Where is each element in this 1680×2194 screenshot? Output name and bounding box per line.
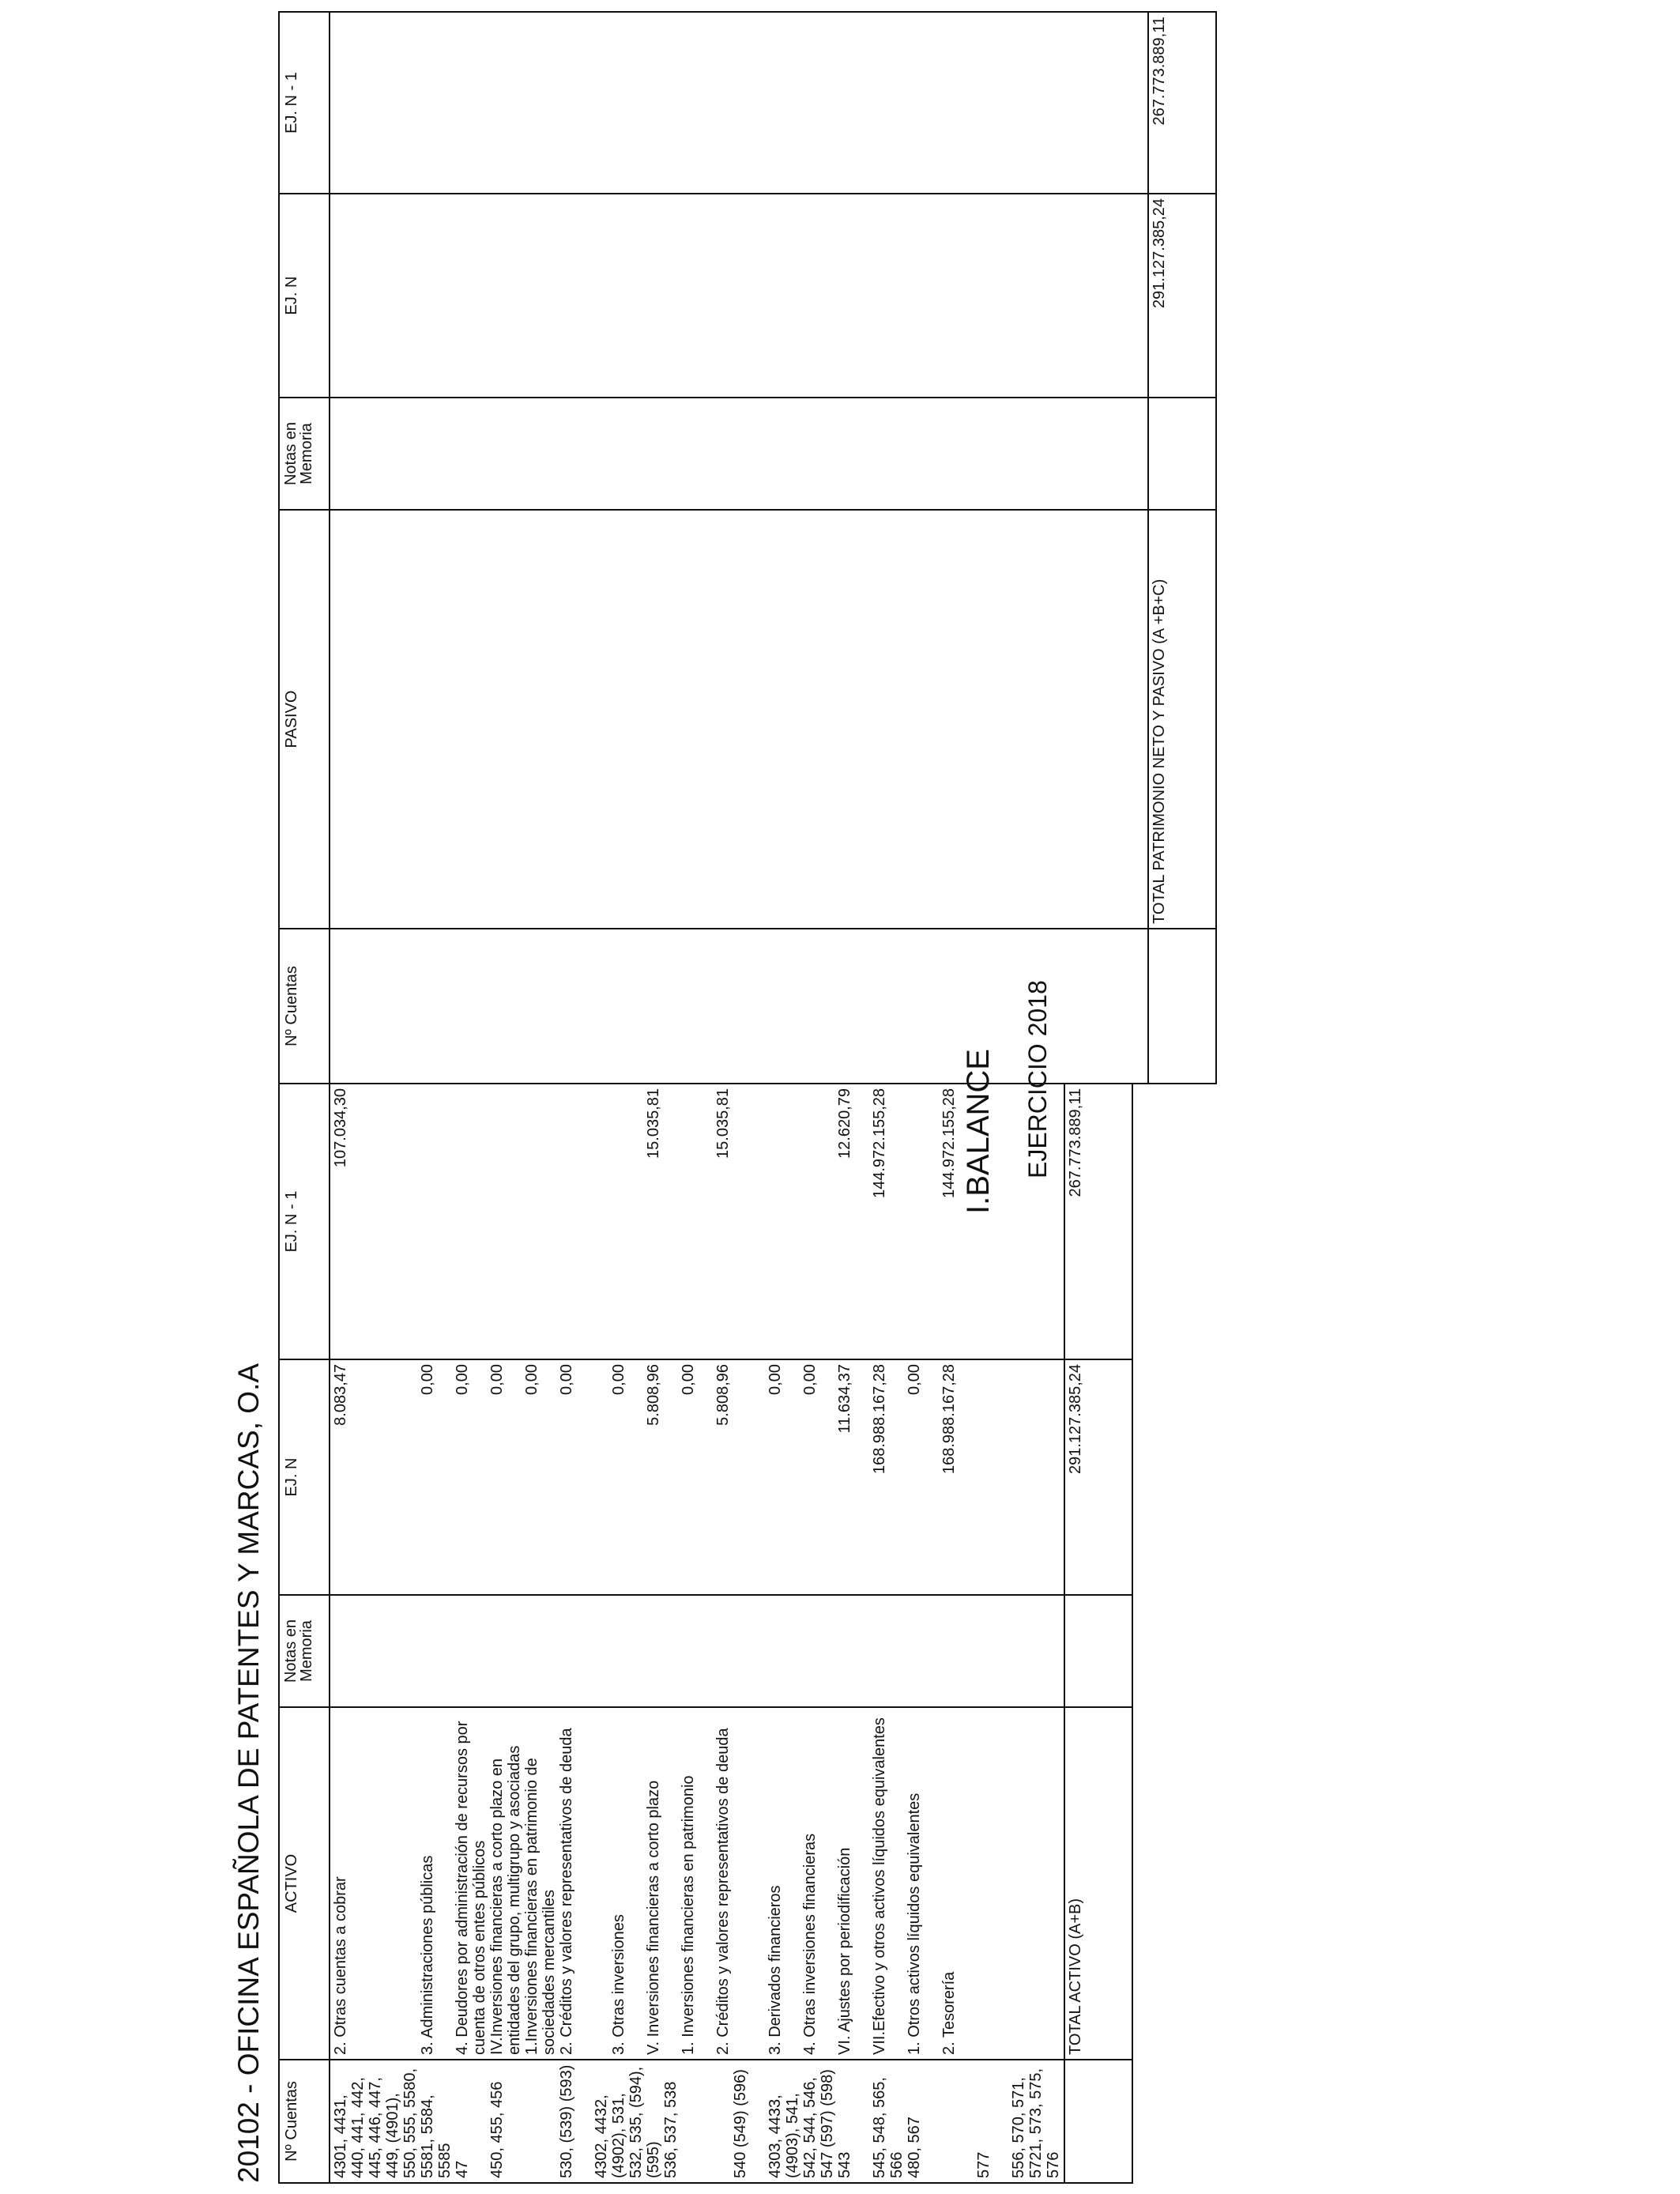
cuentas-cell	[940, 2064, 975, 2178]
cuentas-cell: 4301, 4431, 440, 441, 442, 445, 446, 447, 449, (4901), 550, 555, 5580, 5581, 5584, 5585	[332, 2068, 454, 2178]
ej-n1-cell: 107.034,30	[332, 1088, 349, 1168]
page-subtitle: EJERCICIO 2018	[1023, 980, 1052, 1178]
activo-cuentas-column	[330, 2060, 1064, 2183]
pasivo-ej-n1-column	[330, 12, 1148, 194]
cuentas-cell: 556, 570, 571, 5721, 573, 575, 576	[1010, 2068, 1062, 2178]
cuentas-cell: 4302, 4432, (4902), 531, 532, 535, (594), (595)	[593, 2066, 662, 2178]
ej-n1-cell	[558, 1088, 610, 1355]
ej-n-cell: 0,00	[801, 1364, 819, 1395]
cuentas-cell: 450, 455, 456	[488, 2081, 506, 2178]
cuentas-cell: 47	[454, 2160, 471, 2178]
ej-n1-cell	[610, 1088, 645, 1355]
cuentas-cell: 545, 548, 565, 566	[871, 2077, 906, 2178]
concepto-cell: 2. Créditos y valores representativos de deuda	[558, 1728, 575, 2055]
ej-n-cell: 0,00	[610, 1364, 627, 1395]
ej-n1-cell	[906, 1088, 940, 1355]
concepto-cell: 3. Administraciones públicas	[419, 1855, 436, 2055]
concepto-cell: VI. Ajustes por periodificación	[836, 1847, 853, 2055]
concepto-cell: IV.Inversiones financieras a corto plazo en entidades del grupo, multigrupo y asociadas	[488, 1745, 523, 2055]
ej-n1-cell	[523, 1088, 558, 1355]
pasivo-body	[330, 12, 1148, 1084]
concepto-cell: V. Inversiones financieras a corto plazo	[645, 1780, 662, 2055]
pasivo-header-row	[279, 12, 330, 1084]
pasivo-total-notas	[1148, 398, 1216, 510]
pasivo-header-ej-n1: EJ. N - 1	[279, 12, 330, 194]
activo-ej-n1-column	[330, 1084, 1064, 1359]
pasivo-total-label: TOTAL PATRIMONIO NETO Y PASIVO (A +B+C)	[1148, 510, 1216, 929]
pasivo-total-cuentas	[1148, 929, 1216, 1084]
concepto-cell: 2. Otras cuentas a cobrar	[332, 1876, 349, 2055]
ej-n1-cell	[454, 1088, 488, 1355]
cuentas-cell: 4303, 4433, (4903), 541, 542, 544, 546, 547 (597) (598)	[767, 2069, 836, 2178]
ej-n1-cell	[488, 1088, 523, 1355]
activo-total-ej-n1: 267.773.889,11	[1064, 1084, 1132, 1359]
activo-body	[330, 1084, 1064, 2183]
ej-n1-cell: 15.035,81	[714, 1088, 732, 1159]
activo-concepto-column	[330, 1707, 1064, 2060]
ej-n-cell: 0,00	[488, 1364, 506, 1395]
cuentas-cell	[697, 2064, 732, 2178]
ej-n-cell: 0,00	[767, 1364, 784, 1395]
ej-n1-cell	[680, 1088, 714, 1355]
cuentas-cell: 543	[836, 2151, 853, 2178]
cuentas-cell: 577	[975, 2151, 993, 2178]
ej-n1-cell: 12.620,79	[836, 1088, 853, 1159]
pasivo-total-ej-n: 291.127.385,24	[1148, 194, 1216, 398]
pasivo-header-cuentas: Nº Cuentas	[279, 929, 330, 1084]
concepto-cell: 1.Inversiones financieras en patrimonio de sociedades mercantiles	[523, 1758, 558, 2055]
concepto-cell: 3. Otras inversiones	[610, 1914, 627, 2055]
ej-n-cell: 0,00	[454, 1364, 471, 1395]
activo-header-ej-n: EJ. N	[279, 1359, 330, 1595]
concepto-cell: 2. Tesorería	[940, 1971, 958, 2055]
activo-header-cuentas: Nº Cuentas	[279, 2060, 330, 2183]
cuentas-cell	[523, 2064, 558, 2178]
ej-n1-cell: 15.035,81	[645, 1088, 662, 1159]
ej-n1-cell	[767, 1088, 801, 1355]
pasivo-header-concepto: PASIVO	[279, 510, 330, 929]
entity-name: 20102 - OFICINA ESPAÑOLA DE PATENTES Y MARCAS, O.A	[232, 1363, 265, 2183]
ej-n-cell: 11.634,37	[836, 1364, 853, 1434]
activo-total-ej-n: 291.127.385,24	[1064, 1359, 1132, 1595]
activo-header-row	[279, 1084, 330, 2183]
ej-n1-cell	[801, 1088, 836, 1355]
activo-total-label: TOTAL ACTIVO (A+B)	[1064, 1707, 1132, 2060]
activo-ej-n-column	[330, 1359, 1064, 1595]
ej-n-cell: 8.083,47	[332, 1364, 349, 1426]
ej-n-cell: 5.808,96	[714, 1364, 732, 1426]
concepto-cell: 2. Créditos y valores representativos de deuda	[714, 1728, 732, 2055]
cuentas-cell: 480, 567	[906, 2117, 923, 2178]
cuentas-cell: 530, (539) (593)	[558, 2064, 575, 2178]
activo-table	[278, 1083, 1133, 2184]
pasivo-header-notas: Notas en Memoria	[279, 398, 330, 510]
page-title: I.BALANCE	[961, 1049, 996, 1214]
cuentas-cell: 536, 537, 538	[662, 2081, 680, 2178]
ej-n-cell: 168.988.167,28	[871, 1364, 888, 1475]
pasivo-cuentas-column	[330, 929, 1148, 1084]
concepto-cell: 4. Otras inversiones financieras	[801, 1833, 819, 2055]
ej-n-cell: 0,00	[419, 1364, 436, 1395]
cuentas-cell: 540 (549) (596)	[732, 2069, 749, 2178]
pasivo-ej-n-column	[330, 194, 1148, 398]
activo-header-ej-n1: EJ. N - 1	[279, 1084, 330, 1359]
ej-n1-cell	[419, 1088, 454, 1355]
activo-header-notas: Notas en Memoria	[279, 1595, 330, 1707]
pasivo-header-ej-n: EJ. N	[279, 194, 330, 398]
ej-n-cell: 0,00	[906, 1364, 923, 1395]
pasivo-concepto-column	[330, 510, 1148, 929]
pasivo-total-ej-n1: 267.773.889,11	[1148, 12, 1216, 194]
activo-header-concepto: ACTIVO	[279, 1707, 330, 2060]
concepto-cell: 1. Otros activos líquidos equivalentes	[906, 1793, 923, 2055]
ej-n1-cell: 144.972.155,28	[871, 1088, 888, 1199]
concepto-cell: 1. Inversiones financieras en patrimonio	[680, 1775, 697, 2055]
activo-total-row	[1064, 1084, 1132, 2183]
activo-notas-column	[330, 1595, 1064, 1707]
ej-n-cell: 0,00	[558, 1364, 575, 1395]
ej-n-cell: 5.808,96	[645, 1364, 662, 1426]
activo-total-notas	[1064, 1595, 1132, 1707]
pasivo-total-row	[1148, 12, 1216, 1084]
concepto-cell: 3. Derivados financieros	[767, 1885, 784, 2055]
concepto-cell: VII.Efectivo y otros activos líquidos equivalentes	[871, 1717, 888, 2055]
concepto-cell: 4. Deudores por administración de recursos por cuenta de otros entes públicos	[454, 1721, 488, 2055]
pasivo-notas-column	[330, 398, 1148, 510]
activo-total-cuentas	[1064, 2060, 1132, 2183]
ej-n-cell: 0,00	[523, 1364, 541, 1395]
pasivo-table	[278, 11, 1217, 1084]
ej-n-cell: 168.988.167,28	[940, 1364, 958, 1475]
ej-n1-cell: 144.972.155,28	[940, 1088, 958, 1199]
ej-n-cell: 0,00	[680, 1364, 697, 1395]
